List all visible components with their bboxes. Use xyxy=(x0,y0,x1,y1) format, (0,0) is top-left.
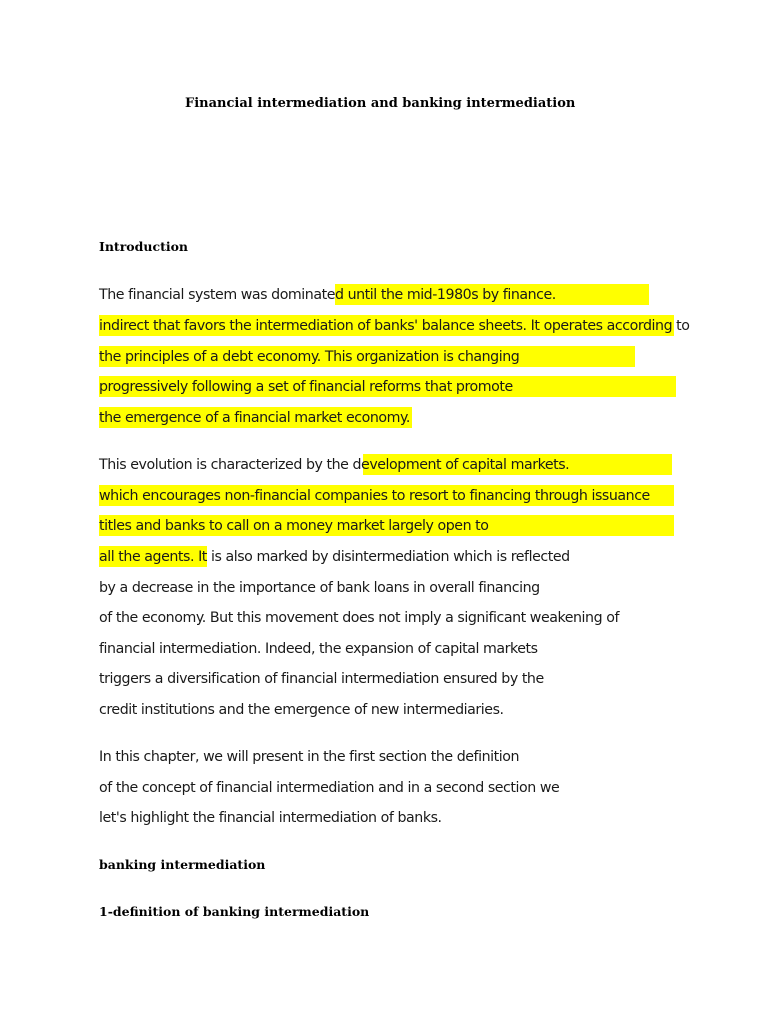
paragraph-line: of the concept of financial intermediation and in a second section we xyxy=(99,780,560,796)
paragraph-line: let's highlight the financial intermediation of banks. xyxy=(99,810,442,826)
paragraph-line: by a decrease in the importance of bank loans in overall financing xyxy=(99,580,540,596)
document-title: Financial intermediation and banking intermediation xyxy=(185,96,576,111)
paragraph-line: the principles of a debt economy. This organization is changing xyxy=(99,349,520,365)
paragraph-line: which encourages non-financial companies to resort to financing through issuance xyxy=(99,488,650,504)
heading-definition: 1-definition of banking intermediation xyxy=(99,904,370,919)
heading-introduction: Introduction xyxy=(99,239,189,254)
paragraph-line: all the agents. It is also marked by disintermediation which is reflected xyxy=(99,549,570,565)
paragraph-line: triggers a diversification of financial intermediation ensured by the xyxy=(99,671,544,687)
paragraph-line: financial intermediation. Indeed, the expansion of capital markets xyxy=(99,641,538,657)
heading-banking-intermediation: banking intermediation xyxy=(99,857,266,872)
paragraph-line: indirect that favors the intermediation of banks' balance sheets. It operates according to xyxy=(99,318,690,334)
paragraph-line: titles and banks to call on a money market largely open to xyxy=(99,518,489,534)
paragraph-line: In this chapter, we will present in the first section the definition xyxy=(99,749,519,765)
paragraph-line: credit institutions and the emergence of new intermediaries. xyxy=(99,702,504,718)
paragraph-line: This evolution is characterized by the development of capital markets. xyxy=(99,457,570,473)
paragraph-line: progressively following a set of financial reforms that promote xyxy=(99,379,513,395)
paragraph-line: The financial system was dominated until the mid-1980s by finance. xyxy=(99,287,556,303)
paragraph-line: the emergence of a financial market economy. xyxy=(99,410,410,426)
paragraph-line: of the economy. But this movement does not imply a significant weakening of xyxy=(99,610,619,626)
